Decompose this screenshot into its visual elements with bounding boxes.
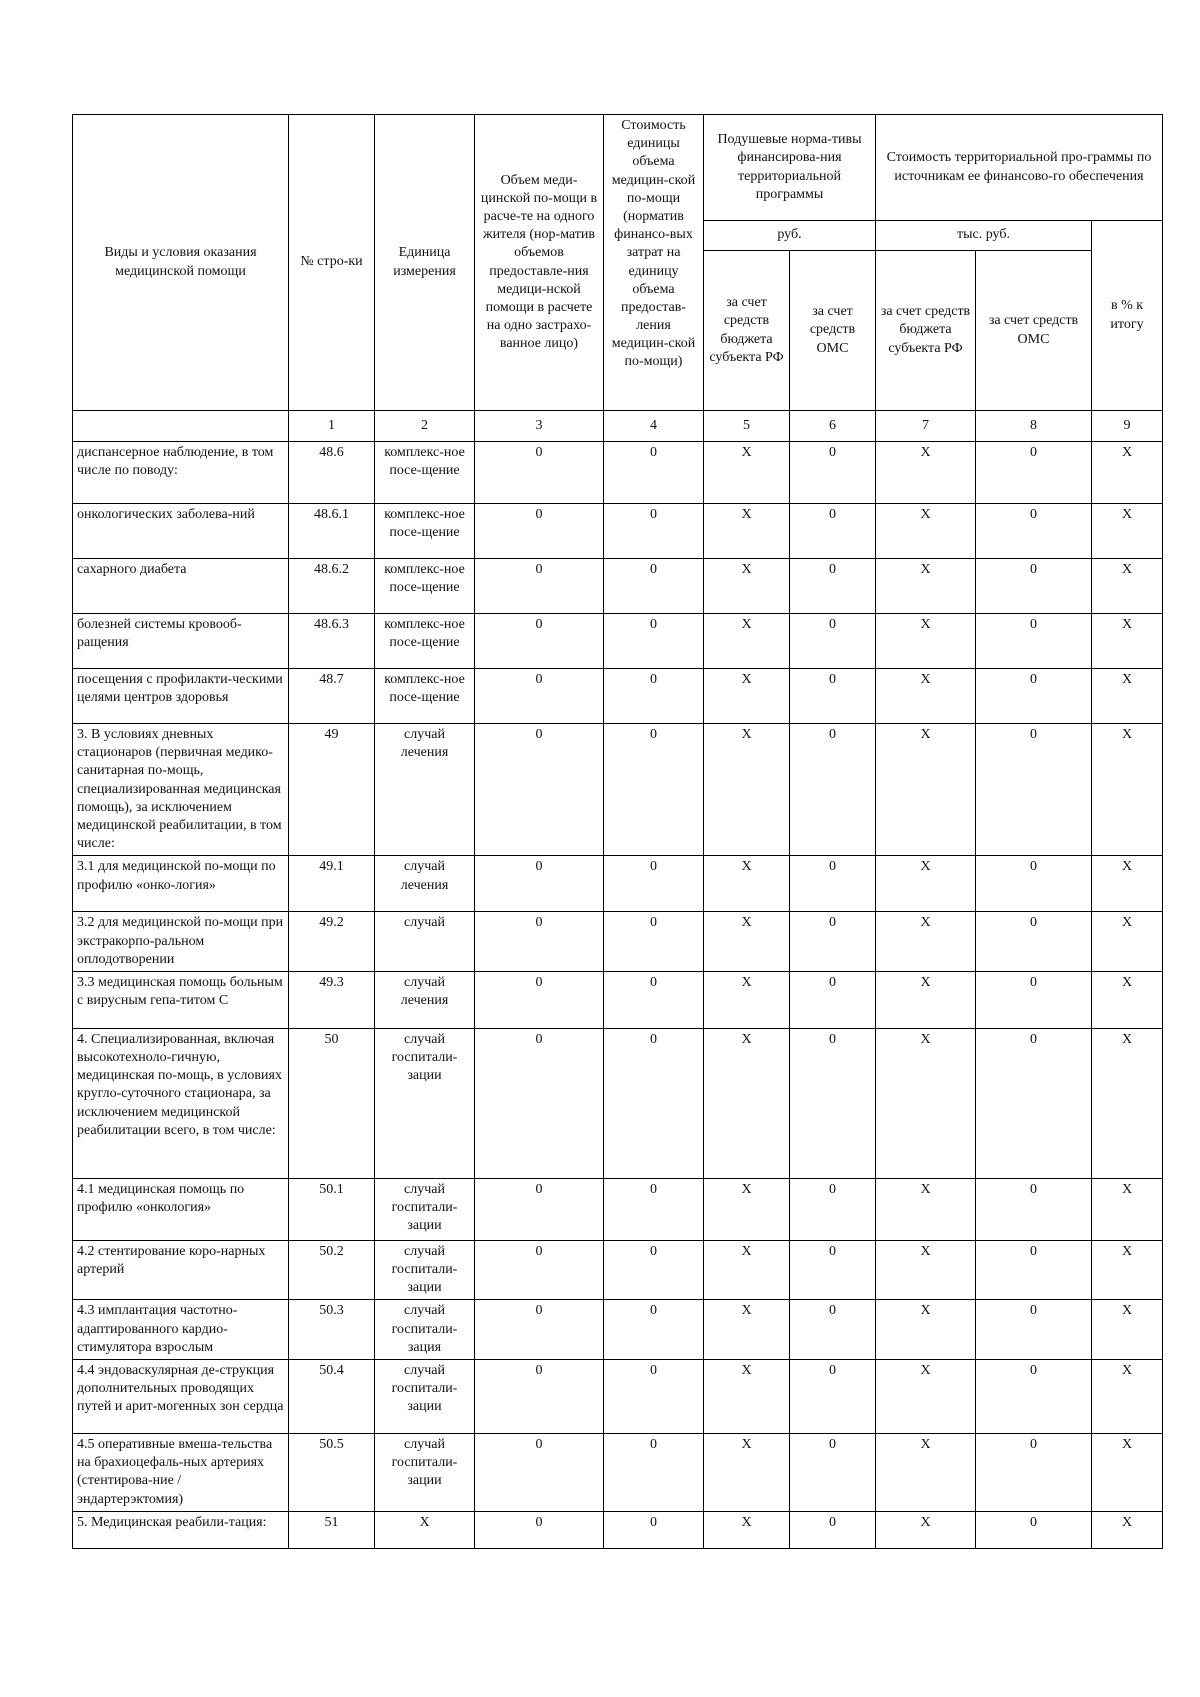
row-name: посещения с профилакти-ческими целями центров здоровья <box>73 669 289 724</box>
row-unit: комплекс-ное посе-щение <box>375 559 475 614</box>
row-name: 3. В условиях дневных стационаров (первичная медико-санитарная по-мощь, специализированная медицинская помощь), за исключением медицинской реабилитации, в том числе: <box>73 724 289 856</box>
medical-care-cost-table <box>72 114 1163 1549</box>
column-number: 2 <box>375 411 475 442</box>
row-name: болезней системы кровооб-ращения <box>73 614 289 669</box>
row-cost: 0 <box>604 1178 704 1240</box>
row-percent: X <box>1092 912 1163 972</box>
row-budget-rub: X <box>704 559 790 614</box>
row-volume: 0 <box>475 1240 604 1300</box>
column-number-row <box>73 411 1163 442</box>
row-volume: 0 <box>475 912 604 972</box>
row-budget-thous: X <box>876 1360 976 1434</box>
row-volume: 0 <box>475 724 604 856</box>
row-budget-rub: X <box>704 614 790 669</box>
row-unit: случай <box>375 912 475 972</box>
row-percent: X <box>1092 1240 1163 1300</box>
row-name: сахарного диабета <box>73 559 289 614</box>
row-unit: случай госпитали-зации <box>375 1240 475 1300</box>
row-volume: 0 <box>475 1300 604 1360</box>
row-cost: 0 <box>604 971 704 1028</box>
table-row <box>73 504 1163 559</box>
row-oms-rub: 0 <box>790 971 876 1028</box>
column-number-blank <box>73 411 289 442</box>
row-budget-thous: X <box>876 971 976 1028</box>
table-row <box>73 1028 1163 1178</box>
row-unit: комплекс-ное посе-щение <box>375 614 475 669</box>
row-name: 4. Специализированная, включая высокотехноло-гичную, медицинская по-мощь, в условиях кругло-суточного стационара, за исключением медицинской реабилитации всего, в том числе: <box>73 1028 289 1178</box>
row-budget-thous: X <box>876 724 976 856</box>
row-line-no: 50.4 <box>289 1360 375 1434</box>
table-header <box>73 115 1163 442</box>
row-volume: 0 <box>475 1178 604 1240</box>
row-volume: 0 <box>475 856 604 912</box>
row-percent: X <box>1092 856 1163 912</box>
row-budget-thous: X <box>876 1511 976 1548</box>
row-budget-rub: X <box>704 724 790 856</box>
row-oms-thous: 0 <box>976 1178 1092 1240</box>
table-row <box>73 442 1163 504</box>
row-percent: X <box>1092 724 1163 856</box>
row-budget-thous: X <box>876 1178 976 1240</box>
table-row <box>73 1434 1163 1512</box>
table-row <box>73 559 1163 614</box>
row-percent: X <box>1092 669 1163 724</box>
row-volume: 0 <box>475 669 604 724</box>
row-budget-rub: X <box>704 1434 790 1512</box>
row-oms-thous: 0 <box>976 1300 1092 1360</box>
row-oms-rub: 0 <box>790 1511 876 1548</box>
row-unit: комплекс-ное посе-щение <box>375 442 475 504</box>
row-name: 3.1 для медицинской по-мощи по профилю «онко-логия» <box>73 856 289 912</box>
row-cost: 0 <box>604 614 704 669</box>
row-line-no: 49.1 <box>289 856 375 912</box>
row-budget-rub: X <box>704 1028 790 1178</box>
row-budget-rub: X <box>704 1511 790 1548</box>
row-cost: 0 <box>604 669 704 724</box>
row-name: диспансерное наблюдение, в том числе по поводу: <box>73 442 289 504</box>
row-percent: X <box>1092 504 1163 559</box>
row-line-no: 48.6.2 <box>289 559 375 614</box>
row-budget-thous: X <box>876 1028 976 1178</box>
row-budget-thous: X <box>876 559 976 614</box>
row-name: 4.3 имплантация частотно-адаптированного кардио-стимулятора взрослым <box>73 1300 289 1360</box>
row-oms-thous: 0 <box>976 559 1092 614</box>
row-oms-thous: 0 <box>976 1511 1092 1548</box>
row-oms-thous: 0 <box>976 912 1092 972</box>
header-volume: Объем меди-цинской по-мощи в расче-те на одного жителя (нор-матив объемов предоставле-ния медици-нской помощи в расчете на одно застрахо-ванное лицо) <box>475 115 604 411</box>
row-volume: 0 <box>475 1028 604 1178</box>
table-row <box>73 1300 1163 1360</box>
row-percent: X <box>1092 1028 1163 1178</box>
row-line-no: 49.3 <box>289 971 375 1028</box>
row-line-no: 48.6.3 <box>289 614 375 669</box>
row-unit: случай госпитали-зации <box>375 1028 475 1178</box>
row-percent: X <box>1092 1178 1163 1240</box>
row-line-no: 48.6 <box>289 442 375 504</box>
row-name: 3.2 для медицинской по-мощи при экстракорпо-ральном оплодотворении <box>73 912 289 972</box>
row-percent: X <box>1092 971 1163 1028</box>
row-oms-thous: 0 <box>976 1240 1092 1300</box>
table-row <box>73 1360 1163 1434</box>
row-volume: 0 <box>475 1511 604 1548</box>
row-unit: случай лечения <box>375 856 475 912</box>
header-oms-rub: за счет средств ОМС <box>790 251 876 411</box>
row-oms-thous: 0 <box>976 442 1092 504</box>
row-line-no: 49.2 <box>289 912 375 972</box>
row-oms-rub: 0 <box>790 724 876 856</box>
header-rub: руб. <box>704 221 876 251</box>
column-number: 1 <box>289 411 375 442</box>
row-budget-rub: X <box>704 1300 790 1360</box>
row-budget-thous: X <box>876 856 976 912</box>
row-unit: случай госпитали-зация <box>375 1300 475 1360</box>
row-cost: 0 <box>604 504 704 559</box>
row-cost: 0 <box>604 1434 704 1512</box>
row-budget-rub: X <box>704 912 790 972</box>
row-volume: 0 <box>475 1434 604 1512</box>
table-row <box>73 912 1163 972</box>
column-number: 5 <box>704 411 790 442</box>
row-name: онкологических заболева-ний <box>73 504 289 559</box>
row-line-no: 48.6.1 <box>289 504 375 559</box>
row-budget-rub: X <box>704 971 790 1028</box>
table-body <box>73 442 1163 1549</box>
row-line-no: 48.7 <box>289 669 375 724</box>
row-unit: случай госпитали-зации <box>375 1434 475 1512</box>
row-percent: X <box>1092 559 1163 614</box>
row-volume: 0 <box>475 504 604 559</box>
row-volume: 0 <box>475 971 604 1028</box>
row-line-no: 50.5 <box>289 1434 375 1512</box>
row-line-no: 50.3 <box>289 1300 375 1360</box>
row-oms-thous: 0 <box>976 1028 1092 1178</box>
row-oms-thous: 0 <box>976 971 1092 1028</box>
row-oms-thous: 0 <box>976 1360 1092 1434</box>
row-percent: X <box>1092 442 1163 504</box>
column-number: 9 <box>1092 411 1163 442</box>
header-budget-rub: за счет средств бюджета субъекта РФ <box>704 251 790 411</box>
row-line-no: 51 <box>289 1511 375 1548</box>
row-cost: 0 <box>604 856 704 912</box>
row-oms-rub: 0 <box>790 912 876 972</box>
table-row <box>73 971 1163 1028</box>
row-budget-thous: X <box>876 912 976 972</box>
row-volume: 0 <box>475 559 604 614</box>
row-cost: 0 <box>604 1028 704 1178</box>
row-budget-rub: X <box>704 1360 790 1434</box>
header-per-capita: Подушевые норма-тивы финансирова-ния территориальной программы <box>704 115 876 221</box>
header-oms-thous: за счет средств ОМС <box>976 251 1092 411</box>
row-budget-thous: X <box>876 669 976 724</box>
row-oms-rub: 0 <box>790 1360 876 1434</box>
row-percent: X <box>1092 1300 1163 1360</box>
row-name: 5. Медицинская реабили-тация: <box>73 1511 289 1548</box>
row-unit: случай госпитали-зации <box>375 1360 475 1434</box>
table-row <box>73 669 1163 724</box>
header-percent: в % к итогу <box>1092 221 1163 411</box>
row-oms-rub: 0 <box>790 614 876 669</box>
header-budget-thous: за счет средств бюджета субъекта РФ <box>876 251 976 411</box>
row-oms-thous: 0 <box>976 614 1092 669</box>
row-name: 4.4 эндоваскулярная де-струкция дополнительных проводящих путей и арит-могенных зон сердца <box>73 1360 289 1434</box>
row-cost: 0 <box>604 442 704 504</box>
row-volume: 0 <box>475 1360 604 1434</box>
row-cost: 0 <box>604 912 704 972</box>
row-budget-thous: X <box>876 1434 976 1512</box>
header-program-cost: Стоимость территориальной про-граммы по источникам ее финансово-го обеспечения <box>876 115 1163 221</box>
row-oms-rub: 0 <box>790 442 876 504</box>
row-budget-rub: X <box>704 669 790 724</box>
row-cost: 0 <box>604 1511 704 1548</box>
row-line-no: 50 <box>289 1028 375 1178</box>
column-number: 6 <box>790 411 876 442</box>
row-unit: случай лечения <box>375 971 475 1028</box>
row-unit: комплекс-ное посе-щение <box>375 504 475 559</box>
row-oms-rub: 0 <box>790 504 876 559</box>
row-line-no: 50.1 <box>289 1178 375 1240</box>
row-budget-thous: X <box>876 1300 976 1360</box>
row-name: 3.3 медицинская помощь больным с вирусным гепа-титом С <box>73 971 289 1028</box>
table-row <box>73 856 1163 912</box>
header-line-no: № стро-ки <box>289 115 375 411</box>
row-oms-rub: 0 <box>790 1300 876 1360</box>
row-budget-thous: X <box>876 442 976 504</box>
row-cost: 0 <box>604 1360 704 1434</box>
row-oms-rub: 0 <box>790 1028 876 1178</box>
table-row <box>73 1178 1163 1240</box>
row-oms-rub: 0 <box>790 1240 876 1300</box>
table-row <box>73 724 1163 856</box>
row-volume: 0 <box>475 614 604 669</box>
row-oms-rub: 0 <box>790 856 876 912</box>
table-row <box>73 614 1163 669</box>
row-percent: X <box>1092 1360 1163 1434</box>
header-thous-rub: тыс. руб. <box>876 221 1092 251</box>
row-oms-rub: 0 <box>790 1434 876 1512</box>
row-budget-rub: X <box>704 856 790 912</box>
row-volume: 0 <box>475 442 604 504</box>
column-number: 8 <box>976 411 1092 442</box>
row-cost: 0 <box>604 559 704 614</box>
row-cost: 0 <box>604 1300 704 1360</box>
row-budget-thous: X <box>876 504 976 559</box>
row-oms-thous: 0 <box>976 669 1092 724</box>
row-budget-rub: X <box>704 504 790 559</box>
row-oms-thous: 0 <box>976 724 1092 856</box>
row-unit: комплекс-ное посе-щение <box>375 669 475 724</box>
row-name: 4.5 оперативные вмеша-тельства на брахиоцефаль-ных артериях (стентирова-ние / эндартерэктомия) <box>73 1434 289 1512</box>
header-kind: Виды и условия оказания медицинской помощи <box>73 115 289 411</box>
column-number: 7 <box>876 411 976 442</box>
row-cost: 0 <box>604 724 704 856</box>
row-unit: X <box>375 1511 475 1548</box>
row-unit: случай госпитали-зации <box>375 1178 475 1240</box>
row-oms-thous: 0 <box>976 856 1092 912</box>
row-line-no: 50.2 <box>289 1240 375 1300</box>
row-oms-rub: 0 <box>790 559 876 614</box>
row-name: 4.2 стентирование коро-нарных артерий <box>73 1240 289 1300</box>
row-unit: случай лечения <box>375 724 475 856</box>
row-line-no: 49 <box>289 724 375 856</box>
table-row <box>73 1511 1163 1548</box>
row-oms-rub: 0 <box>790 669 876 724</box>
row-budget-thous: X <box>876 1240 976 1300</box>
row-percent: X <box>1092 614 1163 669</box>
row-name: 4.1 медицинская помощь по профилю «онкология» <box>73 1178 289 1240</box>
row-budget-rub: X <box>704 1178 790 1240</box>
row-percent: X <box>1092 1511 1163 1548</box>
column-number: 3 <box>475 411 604 442</box>
column-number: 4 <box>604 411 704 442</box>
row-percent: X <box>1092 1434 1163 1512</box>
table-row <box>73 1240 1163 1300</box>
row-oms-thous: 0 <box>976 1434 1092 1512</box>
row-oms-thous: 0 <box>976 504 1092 559</box>
row-cost: 0 <box>604 1240 704 1300</box>
row-budget-rub: X <box>704 1240 790 1300</box>
header-unit: Единица измерения <box>375 115 475 411</box>
row-budget-thous: X <box>876 614 976 669</box>
row-oms-rub: 0 <box>790 1178 876 1240</box>
header-cost: Стоимость единицы объема медицин-ской по-мощи (норматив финансо-вых затрат на единицу объема предостав-ления медицин-ской по-мощи) <box>604 115 704 411</box>
row-budget-rub: X <box>704 442 790 504</box>
